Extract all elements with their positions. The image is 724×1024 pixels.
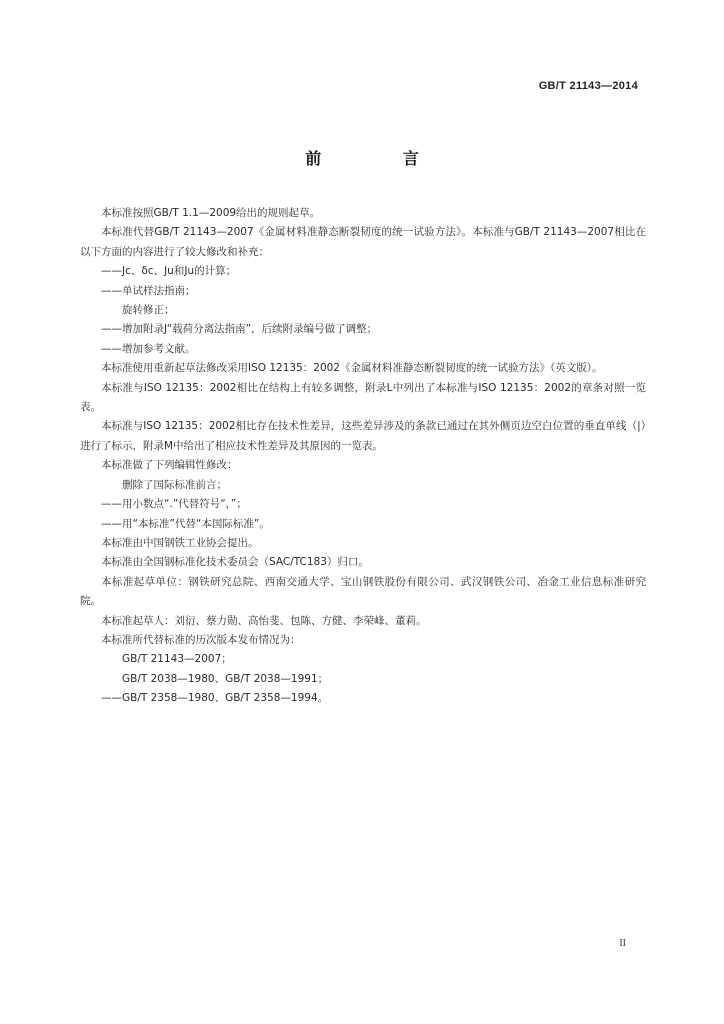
paragraph-replaces: 本标准代替GB/T 21143—2007《金属材料准静态断裂韧度的统一试验方法》。本标准与GB/T 21143—2007相比在以下方面的内容进行了较大修改和补充：: [80, 226, 646, 258]
foreword-body: [80, 204, 646, 709]
paragraph-drafting-units: 本标准起草单位：钢铁研究总院、西南交通大学、宝山钢铁股份有限公司、武汉钢铁公司、冶金工业信息标准研究院。: [80, 575, 646, 608]
list-item-remove-foreword: 删除了国际标准前言；: [122, 478, 227, 491]
list-item-history-2007: GB/T 21143—2007；: [122, 653, 232, 666]
list-item-calculation: ——Jc、δc、Ju和Ju的计算；: [101, 265, 237, 278]
list-item-single-specimen: ——单试样法指南；: [101, 284, 196, 297]
paragraph-iso-adoption: 本标准使用重新起草法修改采用ISO 12135：2002《金属材料准静态断裂韧度的统一试验方法》（英文版）。: [101, 362, 603, 375]
list-item-references: ——增加参考文献。: [101, 342, 196, 355]
list-item-wording: ——用“本标准”代替“本国际标准”。: [101, 517, 270, 530]
list-item-history-2358: ——GB/T 2358—1980、GB/T 2358—1994。: [101, 692, 329, 705]
paragraph-drafters: 本标准起草人：刘衍、蔡力勋、高怡斐、包陈、方健、李荣峰、董莉。: [101, 614, 427, 627]
list-item-history-2038: GB/T 2038—1980、GB/T 2038—1991；: [122, 672, 329, 685]
paragraph-history: 本标准所代替标准的历次版本发布情况为：: [101, 633, 301, 646]
paragraph-structure: 本标准与ISO 12135：2002相比在结构上有较多调整，附录L中列出了本标准与ISO 12135：2002的章条对照一览表。: [80, 381, 646, 414]
list-item-decimal: ——用小数点“.”代替符号“，”；: [101, 498, 247, 511]
page-title: 前 言: [305, 149, 457, 168]
paragraph-proposer: 本标准由中国钢铁工业协会提出。: [101, 536, 259, 549]
paragraph-technical-differences: 本标准与ISO 12135：2002相比存在技术性差异，这些差异涉及的条款已通过在其外侧页边空白位置的垂直单线（|）进行了标示，附录M中给出了相应技术性差异及其原因的一览表。: [80, 420, 646, 452]
paragraph-committee: 本标准由全国钢标准化技术委员会（SAC/TC183）归口。: [101, 556, 369, 569]
page-number: II: [619, 938, 626, 949]
paragraph-editorial: 本标准做了下列编辑性修改：: [101, 459, 238, 472]
standard-code: GB/T 21143—2014: [538, 80, 638, 92]
list-item-rotation: 旋转修正；: [122, 304, 175, 317]
list-item-annex-j: ——增加附录J“载荷分离法指南”，后续附录编号做了调整；: [101, 323, 378, 336]
paragraph-drafting-rules: 本标准按照GB/T 1.1—2009给出的规则起草。: [101, 207, 321, 219]
